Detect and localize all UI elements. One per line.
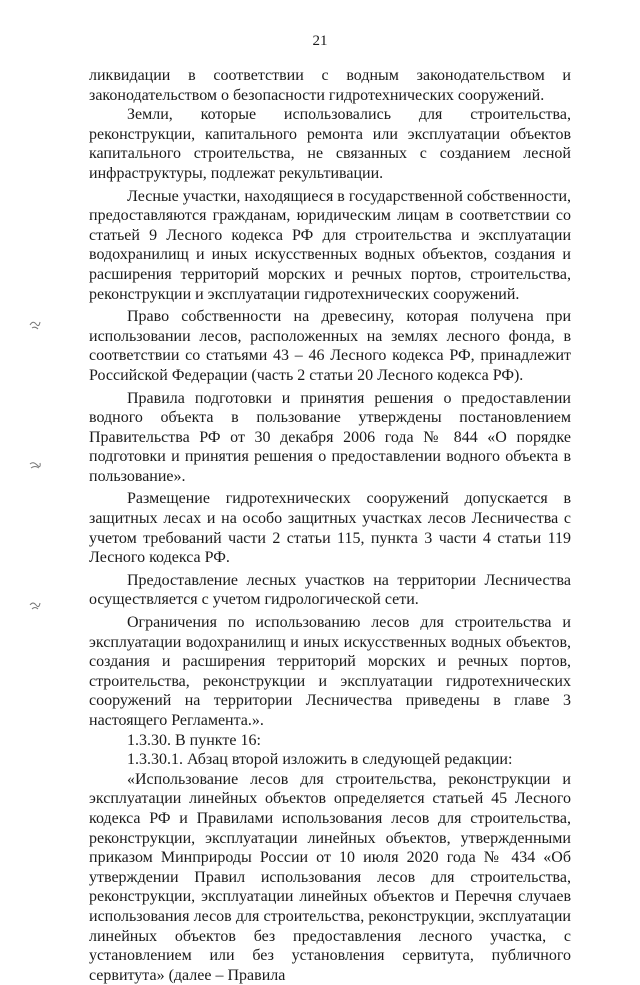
paragraph-8: Ограничения по использованию лесов для строительства и эксплуатации водохранилищ и иных искусственных водных объектов, создания и расширения территорий морских и речных портов, строительства, реконструкции и эксплуатации гидротехнических сооружений на территории Лесничества приведены в главе 3 настоящего Регламента.». bbox=[89, 614, 571, 729]
paragraph-1: ликвидации в соответствии с водным законодательством и законодательством о безопасности гидротехнических сооружений. bbox=[89, 67, 571, 104]
paragraph-7: Предоставление лесных участков на территории Лесничества осуществляется с учетом гидрологической сети. bbox=[89, 571, 571, 609]
paragraph-4: Право собственности на древесину, которая получена при использовании лесов, расположенных на землях лесного фонда, в соответствии со статьями 43 – 46 Лесного кодекса РФ, принадлежит Российской Федерации (часть 2 статьи 20 Лесного кодекса РФ). bbox=[89, 308, 571, 384]
paragraph-3: Лесные участки, находящиеся в государственной собственности, предоставляются гражданам, юридическим лицам в соответствии со статьей 9 Лесного кодекса РФ для строительства и эксплуатации водохранилищ и иных искусственных водных объектов, создания и расширения территорий морских и речных портов, строительства, реконструкции и эксплуатации гидротехнических сооружений. bbox=[89, 187, 571, 303]
paragraph-2: Земли, которые использовались для строительства, реконструкции, капитального ремонта или эксплуатации объектов капитального строительства, не связанных с созданием лесной инфраструктуры, подлежат рекультивации. bbox=[89, 106, 571, 182]
clause-1-3-30: 1.3.30. В пункте 16: bbox=[127, 731, 261, 749]
binding-hole-mark-icon bbox=[28, 458, 42, 472]
clause-1-3-30-1: 1.3.30.1. Абзац второй изложить в следующей редакции: bbox=[127, 751, 513, 769]
paragraph-6: Размещение гидротехнических сооружений допускается в защитных лесах и на особо защитных участках лесов Лесничества с учетом требований части 2 статьи 115, пункта 3 части 4 статьи 119 Лесного кодекса РФ. bbox=[89, 490, 571, 567]
paragraph-quoted-amendment: «Использование лесов для строительства, реконструкции и эксплуатации линейных объектов определяется статьей 45 Лесного кодекса РФ и Правилами использования лесов для строительства, реконструкции, эксплуатации линейных объектов, утвержденными приказом Минприроды России от 10 июля 2020 года № 434 «Об утверждении Правил использования лесов для строительства, реконструкции, эксплуатации линейных объектов и Перечня случаев использования лесов для строительства, реконструкции, эксплуатации линейных объектов без предоставления лесного участка, с установлением или без установления сервитута, публичного сервитута» (далее – Правила bbox=[89, 770, 571, 984]
binding-hole-mark-icon bbox=[28, 318, 42, 332]
page-number: 21 bbox=[312, 33, 328, 49]
binding-hole-mark-icon bbox=[28, 598, 42, 612]
paragraph-5: Правила подготовки и принятия решения о предоставлении водного объекта в пользование утверждены постановлением Правительства РФ от 30 декабря 2006 года № 844 «О порядке подготовки и принятия решения о предоставлении водного объекта в пользование». bbox=[89, 389, 571, 485]
document-body bbox=[89, 66, 571, 985]
